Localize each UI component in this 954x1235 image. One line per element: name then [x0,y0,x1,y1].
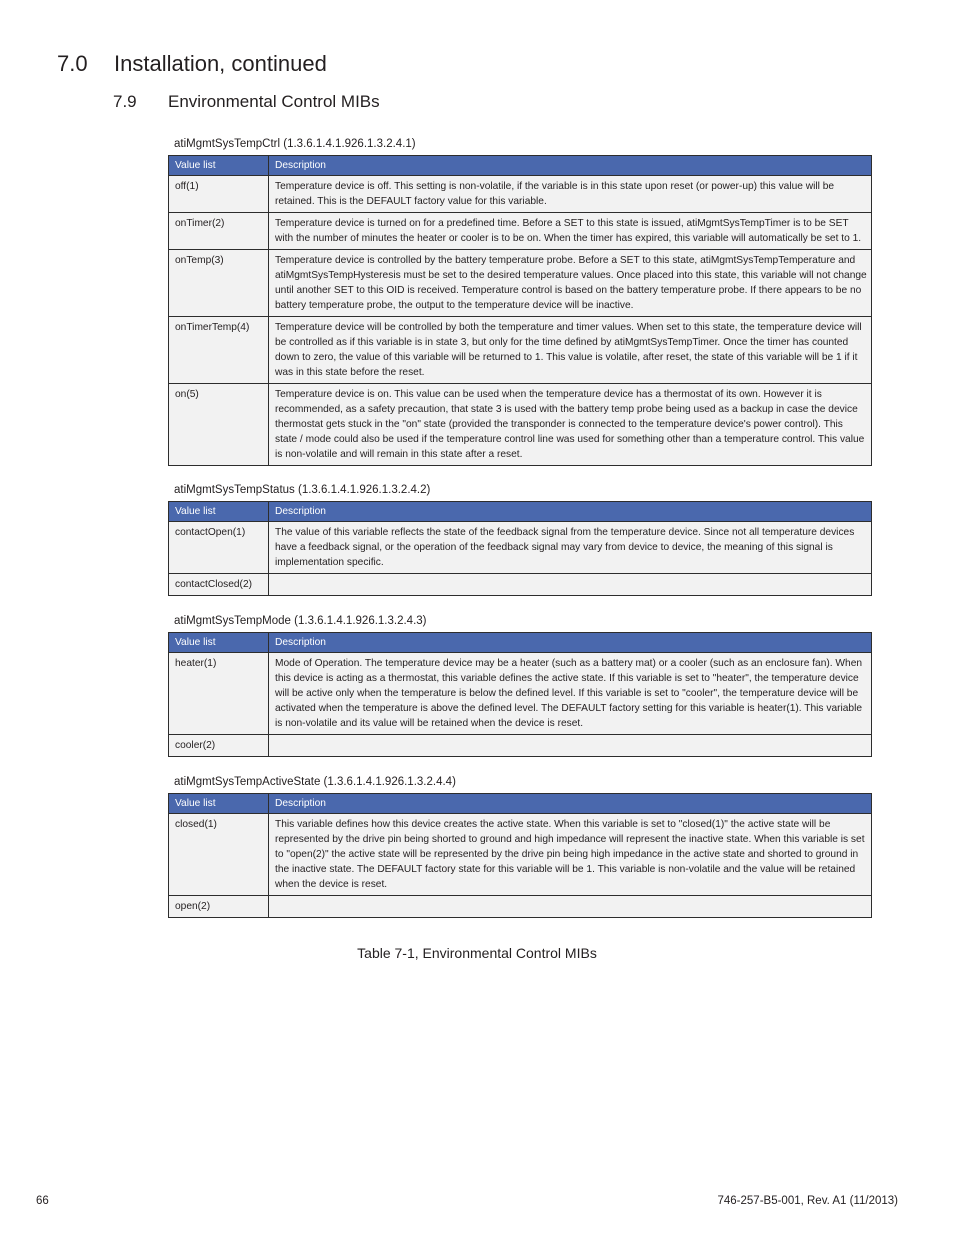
mib-table-caption: atiMgmtSysTempCtrl (1.3.6.1.4.1.926.1.3.2.4.1) [174,138,416,150]
mib-table [168,793,872,918]
table-row [169,814,872,896]
value-cell: closed(1) [169,814,269,896]
subsection-title: Environmental Control MIBs [168,92,380,111]
section-title: Installation, continued [114,51,327,76]
table-row [169,574,872,596]
table-row [169,653,872,735]
value-cell: on(5) [169,384,269,466]
document-id: 746-257-B5-001, Rev. A1 (11/2013) [717,1195,898,1207]
description-cell: The value of this variable reflects the state of the feedback signal from the temperature device. Since not all temperature devices have a feedback signal, or the operation of the feedback signal may vary from device to device, the meaning of this signal is implementation specific. [269,522,872,574]
table-row [169,317,872,384]
value-cell: off(1) [169,176,269,213]
header-value-list: Value list [169,156,269,176]
table-caption: Table 7-1, Environmental Control MIBs [357,945,597,961]
table-row [169,522,872,574]
header-value-list: Value list [169,794,269,814]
description-cell [269,574,872,596]
description-cell: Mode of Operation. The temperature device may be a heater (such as a battery mat) or a cooler (such as an enclosure fan). When this device is acting as a thermostat, this variable defines the active state. If this variable is set to "heater", the temperature device will be active only when the temperature is below the defined level. If this variable is set to "cooler", the temperature device will be activated when the temperature is above the defined level. The DEFAULT factory setting for this variable is heater(1). This variable is non-volatile and its value will be retained when the device is reset. [269,653,872,735]
mib-table-caption: atiMgmtSysTempStatus (1.3.6.1.4.1.926.1.3.2.4.2) [174,484,431,496]
mib-table-caption: atiMgmtSysTempActiveState (1.3.6.1.4.1.926.1.3.2.4.4) [174,776,456,788]
table-row [169,250,872,317]
description-cell [269,735,872,757]
section-number: 7.0 [57,51,88,76]
description-cell: Temperature device is turned on for a predefined time. Before a SET to this state is issued, atiMgmtSysTempTimer is to be SET with the number of minutes the heater or cooler is to be on. When the timer has expired, this variable will automatically be set to 1. [269,213,872,250]
description-cell: Temperature device is off. This setting is non-volatile, if the variable is in this state upon reset (or power-up) this value will be retained. This is the DEFAULT factory value for this variable. [269,176,872,213]
mib-table-block [168,137,872,466]
table-row [169,896,872,918]
value-cell: contactOpen(1) [169,522,269,574]
table-row [169,735,872,757]
mib-table-caption: atiMgmtSysTempMode (1.3.6.1.4.1.926.1.3.2.4.3) [174,615,427,627]
header-description: Description [269,633,872,653]
header-description: Description [269,156,872,176]
value-cell: onTimer(2) [169,213,269,250]
value-cell: cooler(2) [169,735,269,757]
table-row [169,176,872,213]
description-cell: Temperature device will be controlled by both the temperature and timer values. When set to this state, the temperature device will be controlled as if this variable is in state 3, but only for the time defined by atiMgmtSysTempTimer. Once the timer has counted down to zero, the value of this variable will be returned to 1. This value is volatile, after reset, the state of this variable will be 1 if it was in this state before the reset. [269,317,872,384]
table-header-row [169,156,872,176]
header-value-list: Value list [169,502,269,522]
table-row [169,213,872,250]
table-header-row [169,502,872,522]
description-cell: Temperature device is controlled by the battery temperature probe. Before a SET to this state, atiMgmtSysTempTemperature and atiMgmtSysTempHysteresis must be set to the desired temperature values. Once placed into this state, this variable will not change until another SET to this OID is received. Temperature control is based on the battery temperature probe. If there appears to be no battery temperature probe, the output to the temperature device will be inactive. [269,250,872,317]
header-value-list: Value list [169,633,269,653]
subsection-number: 7.9 [113,92,137,111]
description-cell: This variable defines how this device creates the active state. When this variable is set to "closed(1)" the active state will be represented by the drive pin being shorted to ground and high impedance will represent the inactive state. When this variable is set to "open(2)" the active state will be represented by the drive pin being high impedance in the active state and shorted to ground in the inactive state. The DEFAULT factory state for this variable will be 1. This variable is non-volatile and the value will be retained when the device is reset. [269,814,872,896]
header-description: Description [269,794,872,814]
description-cell: Temperature device is on. This value can be used when the temperature device has a thermostat of its own. However it is recommended, as a safety precaution, that state 3 is used with the battery temp probe being used as a backup in case the device thermostat gets stuck in the "on" state (provided the transponder is connected to the temperature device's power control). This state / mode could also be used if the temperature control line was used for something other than a temperature control. This value is non-volatile and will remain in this state after a reset. [269,384,872,466]
value-cell: onTimerTemp(4) [169,317,269,384]
mib-table [168,155,872,466]
table-header-row [169,794,872,814]
section-heading [57,51,327,77]
mib-table-block [168,483,872,596]
value-cell: open(2) [169,896,269,918]
value-cell: heater(1) [169,653,269,735]
table-header-row [169,633,872,653]
value-cell: contactClosed(2) [169,574,269,596]
mib-table [168,501,872,596]
page-number: 66 [36,1195,49,1207]
subsection-heading [113,92,380,112]
mib-table-block [168,614,872,757]
mib-table [168,632,872,757]
description-cell [269,896,872,918]
value-cell: onTemp(3) [169,250,269,317]
mib-table-block [168,775,872,918]
header-description: Description [269,502,872,522]
table-row [169,384,872,466]
